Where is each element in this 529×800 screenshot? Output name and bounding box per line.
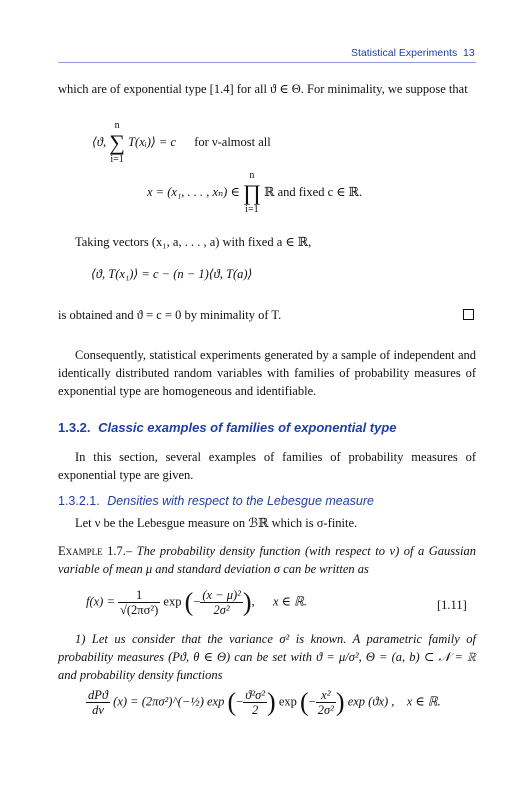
gauss-exponent-numerator: (x − μ)²	[202, 588, 241, 602]
paragraph-consequently: Consequently, statistical experiments generated by a sample of independent and identically distributed random variables with families of probability measures of exponential type are homogeneous and identifiable.	[58, 348, 476, 398]
example-text: The probability density function (with respect to ν) of a Gaussian variable of mean μ and standard deviation σ can be written as	[58, 544, 476, 576]
density-term2-denominator: 2σ²	[317, 703, 334, 717]
section-heading-1-3-2-1	[58, 492, 374, 510]
gauss-left: f(x) =	[86, 594, 115, 609]
equation-density: $\frac{\text{dPϑ}}{d\nu}$ (x) = (2πσ²)^(−½) exp (− $\frac{\text{ϑ²σ²}}{2}$ ) exp (− $\frac{\text{x²}}{\text{2σ²}}$ ) exp (ϑx) , x ∈ ℝ.	[88, 687, 441, 717]
running-header-title: Statistical Experiments	[351, 47, 458, 59]
section-title: Classic examples of families of exponential type	[98, 420, 397, 435]
gauss-coefficient-denominator: √(2πσ²)	[120, 603, 159, 617]
equation-product-left: x = (x₁, . . . , xₙ) ∈	[147, 184, 240, 199]
example-block	[58, 542, 476, 578]
density-term1	[243, 688, 267, 717]
density-term2-numerator: x²	[316, 688, 336, 703]
equation-gaussian: f(x) = $\frac{1}{\text{√(2πσ²)}}$ exp (− $\frac{\text{(x − μ)²}}{\text{2σ²}}$ ), x ∈ ℝ.	[86, 587, 308, 617]
density-middle: (x) = (2πσ²)^(−½) exp	[113, 694, 225, 709]
qed-box-icon	[463, 309, 474, 320]
gauss-exponent	[200, 588, 243, 617]
lebesgue-line: Let ν be the Lebesgue measure on ℬℝ which is σ-finite.	[75, 516, 358, 530]
product-upper-limit: n	[249, 170, 255, 181]
page-number: 13	[463, 47, 475, 59]
sum-lower-limit: i=1	[110, 154, 124, 165]
gauss-exponent-denominator: 2σ²	[213, 603, 230, 617]
equation-sum	[92, 120, 271, 166]
density-tail: exp (ϑx) ,	[347, 694, 395, 709]
density-condition: x ∈ ℝ.	[406, 694, 441, 709]
gauss-exp: exp	[163, 594, 182, 609]
density-derivative-numerator: dPϑ	[88, 688, 109, 702]
density-term2	[316, 688, 336, 717]
equation-product	[147, 170, 362, 216]
sum-symbol: ∑	[109, 130, 125, 155]
product-lower-limit: i=1	[245, 204, 259, 215]
paragraph-section-intro: In this section, several examples of families of probability measures of exponential type are given.	[58, 450, 476, 482]
gauss-coefficient-numerator: 1	[118, 588, 160, 603]
gauss-condition: x ∈ ℝ.	[272, 594, 308, 609]
obtained-line: is obtained and ϑ = c = 0 by minimality of T.	[58, 308, 282, 322]
header-rule	[58, 62, 476, 63]
equation-vartheta: ⟨ϑ, T(x₁)⟩ = c − (n − 1)⟨ϑ, T(a)⟩	[91, 267, 253, 281]
density-term1-denominator: 2	[251, 703, 259, 717]
example-label: Example 1.7.–	[58, 544, 133, 558]
section-number: 1.3.2.	[58, 420, 91, 435]
paragraph-item-1: 1) Let us consider that the variance σ² is known. A parametric family of probability measures (Pϑ, θ ∈ Θ) can be set with ϑ = μ/σ², Θ = (a, b) ⊂ 𝒩 = ℝ and probability density functions	[58, 632, 476, 682]
subsection-number: 1.3.2.1.	[58, 494, 100, 508]
gauss-coefficient	[118, 588, 160, 617]
density-derivative	[86, 688, 110, 717]
product-operator	[243, 170, 261, 216]
equation-number-1-11: [1.11]	[437, 598, 467, 612]
equation-sum-body: T(xᵢ)⟩ = c	[128, 134, 176, 149]
equation-sum-left: ⟨ϑ,	[92, 134, 107, 149]
density-exp2: exp	[278, 694, 297, 709]
subsection-title: Densities with respect to the Lebesgue measure	[107, 494, 375, 508]
equation-sum-condition: for ν-almost all	[194, 134, 271, 149]
taking-vectors-line: Taking vectors (x₁, a, . . . , a) with fixed a ∈ ℝ,	[75, 235, 312, 249]
density-derivative-denominator: dν	[92, 703, 104, 717]
product-symbol: ∏	[242, 180, 261, 205]
density-term1-numerator: ϑ²σ²	[245, 688, 266, 702]
sum-upper-limit: n	[114, 120, 120, 131]
equation-product-right: ℝ and fixed c ∈ ℝ.	[264, 184, 363, 199]
section-heading-1-3-2	[58, 419, 397, 437]
paragraph-exponential-type: which are of exponential type [1.4] for all ϑ ∈ Θ. For minimality, we suppose that	[58, 82, 468, 96]
sum-operator	[109, 120, 125, 166]
